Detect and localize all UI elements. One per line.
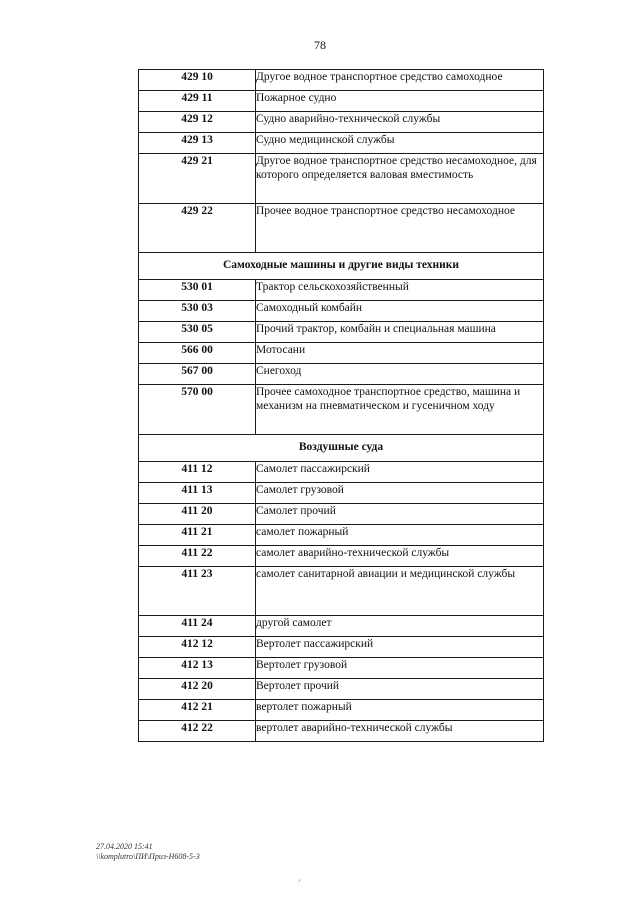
row-code: 411 20 [139, 504, 256, 525]
row-name: вертолет аварийно-технической службы [256, 721, 544, 742]
table-row [139, 504, 544, 525]
table-row [139, 204, 544, 253]
row-code: 411 12 [139, 462, 256, 483]
table-row [139, 525, 544, 546]
row-code: 411 21 [139, 525, 256, 546]
table-row [139, 154, 544, 204]
footer-file-path: \\komplutro\ПИ\Приз-Н608-5-3 [96, 852, 200, 861]
row-name: Мотосани [256, 343, 544, 364]
row-code: 429 21 [139, 154, 256, 204]
vehicle-codes-table [138, 69, 544, 742]
row-name: другой самолет [256, 616, 544, 637]
row-name: вертолет пожарный [256, 700, 544, 721]
table-row [139, 700, 544, 721]
row-code: 429 13 [139, 133, 256, 154]
table-row [139, 280, 544, 301]
row-name: Вертолет прочий [256, 679, 544, 700]
table-row [139, 546, 544, 567]
row-code: 429 12 [139, 112, 256, 133]
table-row [139, 462, 544, 483]
table-row [139, 91, 544, 112]
section-header-row [139, 435, 544, 462]
row-code: 411 24 [139, 616, 256, 637]
row-name: Самолет пассажирский [256, 462, 544, 483]
row-name: Снегоход [256, 364, 544, 385]
row-code: 429 10 [139, 70, 256, 91]
row-code: 530 03 [139, 301, 256, 322]
row-code: 530 05 [139, 322, 256, 343]
row-code: 412 21 [139, 700, 256, 721]
row-name: Другое водное транспортное средство самоходное [256, 70, 544, 91]
table-row [139, 301, 544, 322]
row-code: 412 22 [139, 721, 256, 742]
row-name: Трактор сельскохозяйственный [256, 280, 544, 301]
row-name: Вертолет грузовой [256, 658, 544, 679]
row-name: Прочее водное транспортное средство несамоходное [256, 204, 544, 253]
row-code: 429 11 [139, 91, 256, 112]
table-row [139, 567, 544, 616]
row-name: Пожарное судно [256, 91, 544, 112]
row-name: Самолет прочий [256, 504, 544, 525]
row-name: Другое водное транспортное средство несамоходное, для которого определяется валовая вместимость [256, 154, 544, 204]
table-row [139, 322, 544, 343]
footer-timestamp: 27.04.2020 15:41 [96, 842, 153, 851]
row-name: Судно медицинской службы [256, 133, 544, 154]
table-row [139, 70, 544, 91]
table-row [139, 658, 544, 679]
row-name: Самолет грузовой [256, 483, 544, 504]
table-row [139, 133, 544, 154]
row-code: 530 01 [139, 280, 256, 301]
section-header-row [139, 253, 544, 280]
row-code: 411 23 [139, 567, 256, 616]
row-code: 429 22 [139, 204, 256, 253]
table-row [139, 364, 544, 385]
row-code: 412 13 [139, 658, 256, 679]
table-row [139, 637, 544, 658]
row-code: 567 00 [139, 364, 256, 385]
row-code: 570 00 [139, 385, 256, 435]
section-title: Самоходные машины и другие виды техники [139, 253, 544, 280]
table-row [139, 721, 544, 742]
table-row [139, 385, 544, 435]
row-name: самолет аварийно-технической службы [256, 546, 544, 567]
row-code: 412 20 [139, 679, 256, 700]
table-row [139, 112, 544, 133]
row-name: самолет пожарный [256, 525, 544, 546]
scan-mark: ᐟ [298, 878, 302, 887]
row-name: Прочий трактор, комбайн и специальная машина [256, 322, 544, 343]
table-row [139, 679, 544, 700]
section-title: Воздушные суда [139, 435, 544, 462]
row-name: Вертолет пассажирский [256, 637, 544, 658]
row-name: Самоходный комбайн [256, 301, 544, 322]
table-row [139, 483, 544, 504]
row-code: 412 12 [139, 637, 256, 658]
document-footer [96, 842, 200, 862]
page-number: 78 [314, 38, 326, 52]
table-row [139, 616, 544, 637]
row-name: Прочее самоходное транспортное средство, машина и механизм на пневматическом и гусеничном ходу [256, 385, 544, 435]
row-name: Судно аварийно-технической службы [256, 112, 544, 133]
row-name: самолет санитарной авиации и медицинской службы [256, 567, 544, 616]
row-code: 411 22 [139, 546, 256, 567]
row-code: 566 00 [139, 343, 256, 364]
row-code: 411 13 [139, 483, 256, 504]
table-row [139, 343, 544, 364]
